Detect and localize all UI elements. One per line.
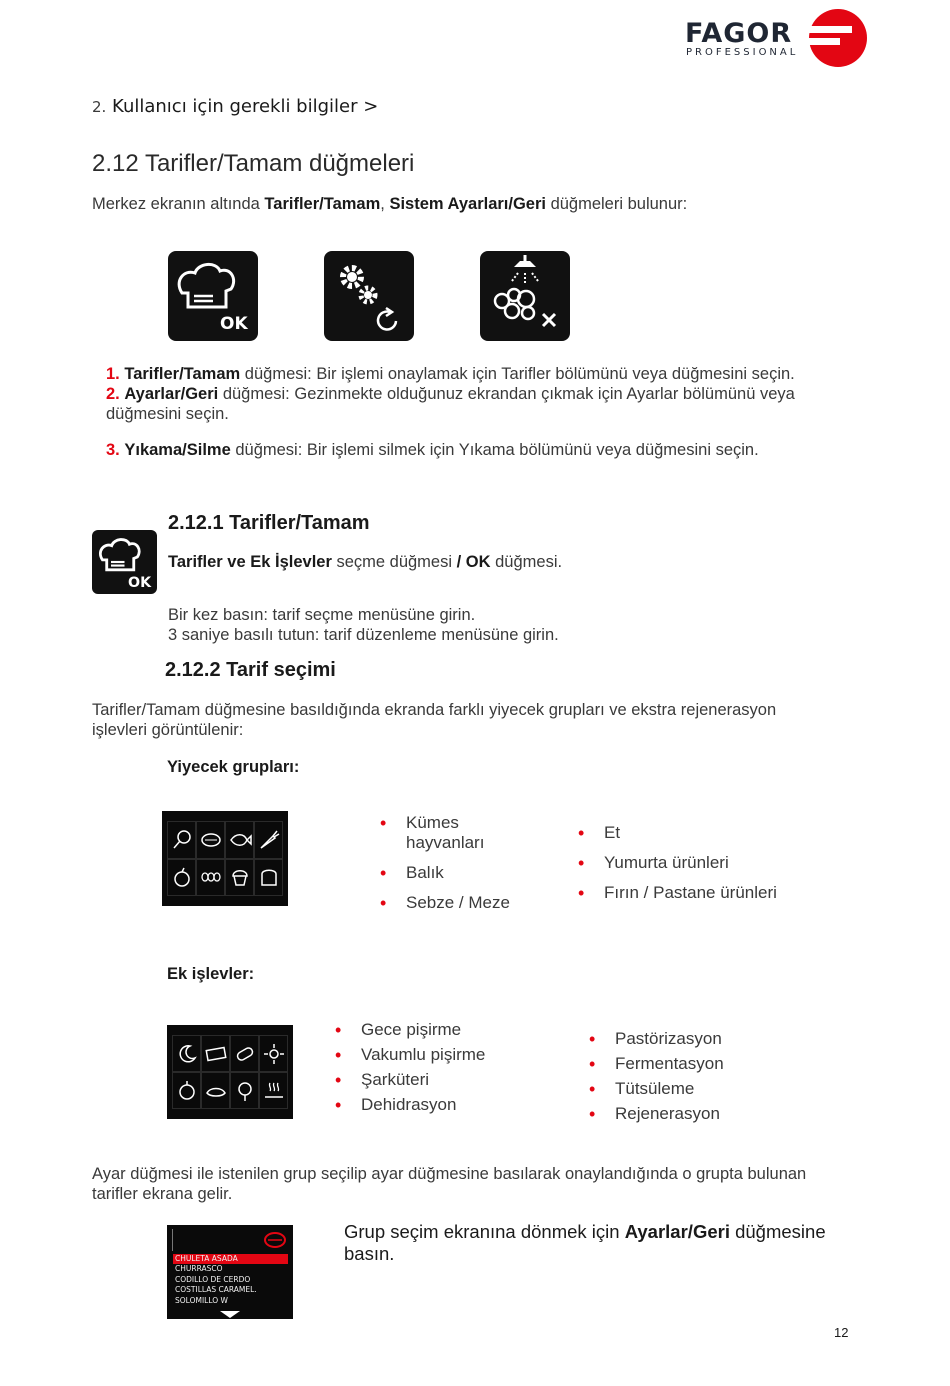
fermentation-icon [201, 1072, 230, 1109]
back-note: Grup seçim ekranına dönmek için Ayarlar/Geri düğmesine basın. [344, 1221, 826, 1264]
list-item: • Kümes hayvanları [374, 813, 510, 853]
list-item: • Sebze / Meze [374, 893, 510, 913]
poultry-icon [167, 821, 196, 859]
svg-text:OK: OK [128, 574, 152, 591]
night-cooking-icon [172, 1035, 201, 1072]
outro-line1: Ayar düğmesi ile istenilen grup seçilip ayar düğmesine basılarak onaylandığında o grupta bulunan [92, 1165, 807, 1183]
meat-icon [196, 821, 225, 859]
list-item: • Balık [374, 863, 510, 883]
list-item-cont: düğmesini seçin. [106, 405, 229, 423]
recipe-row: CHULETA ASADA [173, 1254, 288, 1264]
brand-name: FAGOR [685, 18, 793, 49]
recipe-row: CODILLO DE CERDO [175, 1275, 251, 1284]
list-item: • Dehidrasyon [329, 1095, 485, 1115]
meat-group-icon [263, 1229, 287, 1251]
recipes-ok-button-image [168, 251, 258, 341]
charcuterie-icon [230, 1035, 259, 1072]
vegetable-icon [167, 859, 196, 897]
list-item: • Gece pişirme [329, 1020, 485, 1040]
food-groups-heading: Yiyecek grupları: [167, 758, 300, 776]
list-item: • Et [572, 823, 777, 843]
recipe-row: CHURRASCO [175, 1264, 223, 1273]
recipes-ok-small-image [92, 530, 157, 594]
food-groups-screen [162, 811, 288, 906]
scroll-divider [172, 1229, 173, 1251]
recipe-row: SOLOMILLO W [175, 1296, 228, 1305]
subsection-title: 2.12.2 Tarif seçimi [165, 659, 336, 681]
list-item: • Tütsüleme [583, 1079, 724, 1099]
list-item: • Rejenerasyon [583, 1104, 724, 1124]
bread-icon [254, 859, 283, 897]
muffin-icon [225, 859, 254, 897]
press-once-text: Bir kez basın: tarif seçme menüsüne girin. [168, 606, 476, 624]
list-item: 3. Yıkama/Silme düğmesi: Bir işlemi silmek için Yıkama bölümünü veya düğmesini seçin. [106, 441, 759, 459]
fagor-logo-icon [808, 8, 868, 68]
extra-functions-heading: Ek işlevler: [167, 965, 255, 983]
brand-sub: PROFESSIONAL [686, 47, 799, 58]
press-hold-text: 3 saniye basılı tutun: tarif düzenleme menüsüne girin. [168, 626, 559, 644]
list-item: • Fırın / Pastane ürünleri [572, 883, 777, 903]
list-item: • Pastörizasyon [583, 1029, 724, 1049]
gears-back-icon [324, 251, 414, 341]
section-title: 2.12 Tarifler/Tamam düğmeleri [92, 150, 415, 177]
list-item: 2. Ayarlar/Geri düğmesi: Gezinmekte olduğunuz ekrandan çıkmak için Ayarlar bölümünü veya [106, 385, 795, 403]
regeneration-icon [259, 1072, 288, 1109]
wash-delete-button-image [480, 251, 570, 341]
list-item: • Şarküteri [329, 1070, 485, 1090]
list-item: 1. Tarifler/Tamam düğmesi: Bir işlemi onaylamak için Tarifler bölümünü veya düğmesini seçin. [106, 365, 795, 383]
dehydration-icon [259, 1035, 288, 1072]
page-number: 12 [834, 1325, 849, 1340]
chef-hat-ok-icon [92, 530, 157, 594]
list-item: • Vakumlu pişirme [329, 1045, 485, 1065]
settings-back-button-image [324, 251, 414, 341]
chef-hat-ok-icon [168, 251, 258, 341]
list-item: • Fermentasyon [583, 1054, 724, 1074]
food-groups-list-2 [572, 823, 777, 903]
fish-icon [225, 821, 254, 859]
eggs-icon [196, 859, 225, 897]
subsection-title: 2.12.1 Tarifler/Tamam [168, 512, 370, 534]
vacuum-cooking-icon [201, 1035, 230, 1072]
breadcrumb: 2. Kullanıcı için gerekli bilgiler > [92, 96, 379, 117]
section-intro: Merkez ekranın altında Tarifler/Tamam, Sistem Ayarları/Geri düğmeleri bulunur: [92, 195, 688, 213]
recipe-row: COSTILLAS CARAMEL. [175, 1285, 257, 1294]
pasteurization-icon [172, 1072, 201, 1109]
sub2-intro-line1: Tarifler/Tamam düğmesine basıldığında ekranda farklı yiyecek grupları ve ekstra rejenerasyon [92, 701, 777, 719]
scroll-down-icon [220, 1311, 240, 1318]
extra-functions-list-2 [583, 1029, 724, 1124]
smoking-icon [230, 1072, 259, 1109]
shower-clean-cancel-icon [480, 251, 570, 341]
sub2-intro-line2: işlevleri görüntülenir: [92, 721, 244, 739]
outro-line2: tarifler ekrana gelir. [92, 1185, 233, 1203]
list-item: • Yumurta ürünleri [572, 853, 777, 873]
extra-functions-list-1 [329, 1020, 485, 1115]
extra-functions-screen [167, 1025, 293, 1119]
recipe-list-screen [167, 1225, 293, 1319]
food-groups-list-1 [374, 813, 510, 913]
svg-text:OK: OK [220, 314, 248, 334]
subsection-desc: Tarifler ve Ek İşlevler seçme düğmesi / OK düğmesi. [168, 553, 563, 571]
carrot-icon [254, 821, 283, 859]
